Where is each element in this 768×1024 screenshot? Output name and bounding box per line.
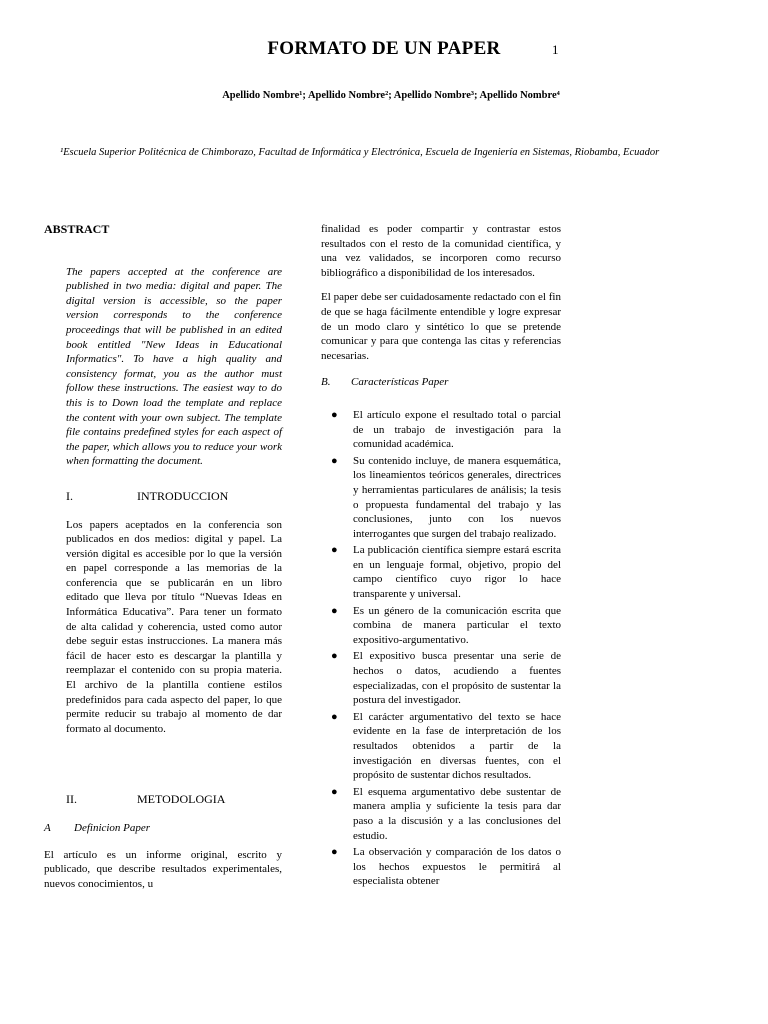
subsection-title: Características Paper — [351, 376, 449, 389]
affiliation: ¹Escuela Superior Politécnica de Chimborazo, Facultad de Informática y Electrónica, Escuela de Ingeniería en Sistemas, Riobamba, Ecuador — [60, 147, 660, 158]
definicion-text: El artículo es un informe original, escrito y publicado, que describe resultados experimentales, nuevos conocimientos, u — [44, 848, 282, 890]
subsection-letter: B. — [321, 376, 331, 389]
abstract-text: The papers accepted at the conference are published in two media: digital and paper. The digital version is accessible, so the paper version corresponds to the conference proceedings that will be published in an edited book entitled "New Ideas in Educational Informatics". To have a high quality and consistency format, you as the author must follow these instructions. The easiest way to do this is to Down load the template and replace the content with your own subject. The template file contains predefined styles for each aspect of the paper, which allows you to reduce your work when formatting the document. — [66, 265, 282, 468]
list-item: ● Es un género de la comunicación escrita que combina de manera particular el texto expositivo-argumentativo. — [331, 604, 561, 646]
section-title: INTRODUCCION — [137, 488, 229, 503]
section-heading-metodologia — [44, 792, 282, 807]
bullet-icon: ● — [331, 846, 338, 859]
paragraph: El paper debe ser cuidadosamente redactado con el fin de que se haga fácilmente entendible y logre expresar de un modo claro y sintético lo que se pretende comunicar y para que contenga las citas y referencias necesarias. — [321, 291, 561, 362]
section-number: II. — [66, 792, 77, 807]
list-item: ● El carácter argumentativo del texto se hace evidente en la fase de interpretación de los resultados obtenidos a partir de la investigación en diversas fuentes, con el propósito de sustentar dichos resultados. — [331, 710, 561, 782]
bullet-icon: ● — [331, 650, 338, 663]
author-list: Apellido Nombre¹; Apellido Nombre²; Apellido Nombre³; Apellido Nombre⁴ — [222, 90, 560, 101]
bullet-icon: ● — [331, 710, 338, 723]
list-item: ● El esquema argumentativo debe sustentar de manera amplia y suficiente la tesis para dar paso a la discusión y a las conclusiones del estudio. — [331, 785, 561, 842]
bullet-icon: ● — [331, 604, 338, 617]
list-item: ● Su contenido incluye, de manera esquemática, los lineamientos teóricos generales, directrices y herramientas particulares de análisis; la tesis o propuesta fundamental del trabajo y las conclusiones, junto con los nuevos interrogantes que surgen del trabajo realizado. — [331, 454, 561, 540]
bullet-icon: ● — [331, 408, 338, 421]
subsection-letter: A — [44, 822, 51, 834]
bullet-icon: ● — [331, 544, 338, 557]
right-column — [321, 222, 561, 891]
list-item: ● La publicación científica siempre estará escrita en un lenguaje formal, objetivo, propio del campo científico cuyo rigor lo hace transparente y universal. — [331, 544, 561, 601]
title-text: FORMATO DE UN PAPER — [267, 38, 501, 59]
bullet-list — [321, 408, 561, 889]
list-item: ● El artículo expone el resultado total o parcial de un trabajo de investigación para la comunidad académica. — [331, 408, 561, 451]
abstract-heading: ABSTRACT — [44, 222, 110, 236]
page-number: 1 — [552, 42, 559, 57]
subsection-title: Definicion Paper — [74, 822, 151, 834]
paper-title — [0, 38, 768, 60]
section-heading-introduccion — [44, 489, 282, 504]
subsection-heading-a — [44, 821, 282, 836]
paragraph: finalidad es poder compartir y contrastar estos resultados con el resto de la comunidad científica, y una vez validados, se incorporen como recurso bibliográfico a disponibilidad de los interesados. — [321, 223, 561, 279]
bullet-icon: ● — [331, 785, 338, 798]
list-item: ● El expositivo busca presentar una serie de hechos o datos, acudiendo a fuentes especializadas, con el propósito de sustentar la postura del investigador. — [331, 650, 561, 707]
bullet-icon: ● — [331, 454, 338, 467]
subsection-heading-b — [321, 375, 561, 390]
introduccion-text: Los papers aceptados en la conferencia son publicados en dos medios: digital y papel. La versión digital es accesible por lo que la versión en papel corresponde a las memorias de la conferencia que se publicarán en un libro editado que lleva por título “Nuevas Ideas en Informática Educativa”. Para tener un formato de alta calidad y coherencia, usted como autor debe seguir estas instrucciones. La manera más fácil de hacer esto es descargar la plantilla y reemplazar el contenido con su propia materia. El archivo de la plantilla contiene estilos predefinidos para cada aspecto del paper, lo que permite reducir su trabajo al momento de dar formato al documento. — [66, 518, 282, 735]
left-column — [44, 222, 282, 891]
section-title: METODOLOGIA — [137, 792, 226, 807]
list-item: ● La observación y comparación de los datos o los hechos expuestos le permitirá al especialista obtener — [331, 846, 561, 888]
section-number: I. — [66, 488, 73, 503]
